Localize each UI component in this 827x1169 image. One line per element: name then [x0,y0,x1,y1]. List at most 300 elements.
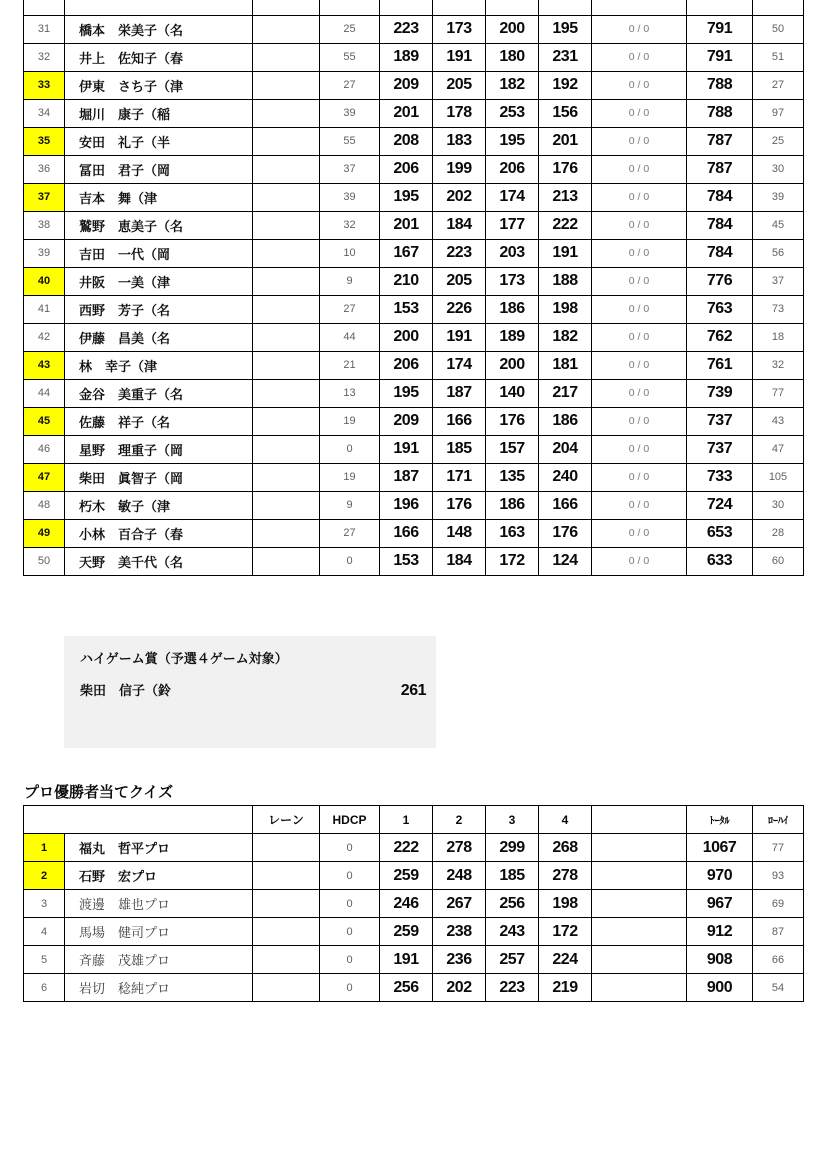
table-row [24,127,804,155]
game4-cell: 224 [539,946,592,974]
game1-cell: 189 [380,43,433,71]
player-name-cell: 西野 芳子（名 [65,295,253,323]
total-cell: 633 [687,547,753,575]
game3-cell: 206 [486,155,539,183]
total-cell: 737 [687,407,753,435]
rank-cell: 2 [24,862,65,890]
game4-cell: 192 [539,71,592,99]
table-row [24,862,804,890]
game2-cell: 223 [433,239,486,267]
lane-cell [253,519,320,547]
game2-cell: 226 [433,295,486,323]
rank-cell: 36 [24,155,65,183]
lowhigh-cell: 43 [753,407,804,435]
rank-cell: 1 [24,834,65,862]
pro-quiz-table [23,805,804,1002]
game2-cell: 248 [433,862,486,890]
game3-cell: 180 [486,43,539,71]
player-name-cell: 金谷 美重子（名 [65,379,253,407]
cutoff-cell [486,0,539,15]
cutoff-cell [687,0,753,15]
highgame-winner-name: 柴田 信子（鈴 [80,683,172,698]
lowhigh-cell: 18 [753,323,804,351]
header-lane-cell: レーン [253,806,320,834]
strike-spare-cell: 0 / 0 [592,211,687,239]
game4-cell: 278 [539,862,592,890]
game4-cell: 198 [539,295,592,323]
table-row [24,71,804,99]
total-cell: 787 [687,127,753,155]
game1-cell: 167 [380,239,433,267]
total-cell: 761 [687,351,753,379]
rank-cell: 4 [24,918,65,946]
game2-cell: 184 [433,211,486,239]
hdcp-cell: 0 [320,862,380,890]
game4-cell: 217 [539,379,592,407]
game2-cell: 184 [433,547,486,575]
game1-cell: 210 [380,267,433,295]
strike-spare-cell: 0 / 0 [592,127,687,155]
game4-cell: 219 [539,974,592,1002]
highgame-award-title: ハイゲーム賞（予選４ゲーム対象） [80,651,288,666]
pro-quiz-table-body [24,806,804,1002]
strike-spare-cell: 0 / 0 [592,15,687,43]
rank-cell: 5 [24,946,65,974]
rank-cell: 41 [24,295,65,323]
game2-cell: 171 [433,463,486,491]
player-name-cell: 林 幸子（津 [65,351,253,379]
game3-cell: 185 [486,862,539,890]
hdcp-cell: 27 [320,71,380,99]
game1-cell: 153 [380,295,433,323]
rank-cell: 42 [24,323,65,351]
game2-cell: 178 [433,99,486,127]
game2-cell: 148 [433,519,486,547]
strike-spare-cell: 0 / 0 [592,379,687,407]
header-lowhigh-cell: ﾛｰﾊｲ [753,806,804,834]
strike-spare-cell [592,890,687,918]
game3-cell: 253 [486,99,539,127]
highgame-winner-score: 261 [400,682,426,699]
game2-cell: 238 [433,918,486,946]
game1-cell: 195 [380,379,433,407]
hdcp-cell: 37 [320,155,380,183]
lowhigh-cell: 105 [753,463,804,491]
game3-cell: 177 [486,211,539,239]
hdcp-cell: 25 [320,15,380,43]
game1-cell: 166 [380,519,433,547]
rank-cell: 40 [24,267,65,295]
hdcp-cell: 9 [320,267,380,295]
strike-spare-cell [592,946,687,974]
standings-table-body [24,0,804,575]
lane-cell [253,379,320,407]
game1-cell: 191 [380,946,433,974]
total-cell: 784 [687,239,753,267]
table-row [24,918,804,946]
game4-cell: 176 [539,519,592,547]
hdcp-cell: 19 [320,463,380,491]
cutoff-cell [592,0,687,15]
cutoff-cell [433,0,486,15]
player-name-cell: 斉藤 茂雄プロ [65,946,253,974]
game3-cell: 200 [486,351,539,379]
game2-cell: 191 [433,43,486,71]
total-cell: 739 [687,379,753,407]
table-row [24,379,804,407]
game4-cell: 198 [539,890,592,918]
table-row [24,351,804,379]
strike-spare-cell [592,974,687,1002]
game2-cell: 205 [433,71,486,99]
rank-cell: 47 [24,463,65,491]
lowhigh-cell: 73 [753,295,804,323]
lowhigh-cell: 69 [753,890,804,918]
player-name-cell: 柴田 眞智子（岡 [65,463,253,491]
player-name-cell: 吉田 一代（岡 [65,239,253,267]
strike-spare-cell: 0 / 0 [592,183,687,211]
lane-cell [253,435,320,463]
hdcp-cell: 55 [320,43,380,71]
lowhigh-cell: 30 [753,155,804,183]
lane-cell [253,127,320,155]
table-row [24,974,804,1002]
game1-cell: 209 [380,407,433,435]
rank-cell: 48 [24,491,65,519]
table-row [24,183,804,211]
game3-cell: 257 [486,946,539,974]
game3-cell: 256 [486,890,539,918]
game4-cell: 222 [539,211,592,239]
game3-cell: 182 [486,71,539,99]
lane-cell [253,239,320,267]
game1-cell: 195 [380,183,433,211]
lowhigh-cell: 28 [753,519,804,547]
table-row [24,323,804,351]
game2-cell: 174 [433,351,486,379]
player-name-cell: 井上 佐知子（春 [65,43,253,71]
strike-spare-cell [592,918,687,946]
rank-cell: 31 [24,15,65,43]
rank-cell: 34 [24,99,65,127]
cutoff-cell [24,0,65,15]
table-row [24,547,804,575]
game3-cell: 200 [486,15,539,43]
game3-cell: 176 [486,407,539,435]
table-row [24,407,804,435]
hdcp-cell: 0 [320,946,380,974]
hdcp-cell: 0 [320,834,380,862]
lane-cell [253,862,320,890]
game1-cell: 256 [380,974,433,1002]
hdcp-cell: 0 [320,918,380,946]
game4-cell: 176 [539,155,592,183]
game3-cell: 135 [486,463,539,491]
header-blank-cell [592,806,687,834]
game1-cell: 206 [380,155,433,183]
game3-cell: 189 [486,323,539,351]
rank-cell: 33 [24,71,65,99]
total-cell: 788 [687,99,753,127]
lowhigh-cell: 39 [753,183,804,211]
game2-cell: 202 [433,974,486,1002]
rank-cell: 39 [24,239,65,267]
pro-table-header-row [24,806,804,834]
lane-cell [253,547,320,575]
lowhigh-cell: 32 [753,351,804,379]
game3-cell: 186 [486,295,539,323]
table-row [24,267,804,295]
game2-cell: 187 [433,379,486,407]
strike-spare-cell: 0 / 0 [592,547,687,575]
rank-cell: 45 [24,407,65,435]
game1-cell: 191 [380,435,433,463]
total-cell: 784 [687,211,753,239]
header-name-cell [24,806,253,834]
lane-cell [253,295,320,323]
total-cell: 776 [687,267,753,295]
game3-cell: 173 [486,267,539,295]
lane-cell [253,71,320,99]
strike-spare-cell: 0 / 0 [592,99,687,127]
total-cell: 762 [687,323,753,351]
cutoff-cell [539,0,592,15]
game4-cell: 156 [539,99,592,127]
rank-cell: 3 [24,890,65,918]
total-cell: 787 [687,155,753,183]
game3-cell: 163 [486,519,539,547]
game1-cell: 153 [380,547,433,575]
table-row [24,491,804,519]
game4-cell: 166 [539,491,592,519]
lowhigh-cell: 51 [753,43,804,71]
game4-cell: 186 [539,407,592,435]
table-row [24,890,804,918]
game3-cell: 203 [486,239,539,267]
player-name-cell: 伊東 さち子（津 [65,71,253,99]
game2-cell: 267 [433,890,486,918]
hdcp-cell: 32 [320,211,380,239]
game3-cell: 299 [486,834,539,862]
game1-cell: 259 [380,862,433,890]
strike-spare-cell [592,862,687,890]
strike-spare-cell [592,834,687,862]
rank-cell: 49 [24,519,65,547]
strike-spare-cell: 0 / 0 [592,323,687,351]
game3-cell: 223 [486,974,539,1002]
game1-cell: 201 [380,99,433,127]
strike-spare-cell: 0 / 0 [592,43,687,71]
rank-cell: 38 [24,211,65,239]
lowhigh-cell: 50 [753,15,804,43]
game3-cell: 157 [486,435,539,463]
total-cell: 912 [687,918,753,946]
lane-cell [253,918,320,946]
total-cell: 784 [687,183,753,211]
table-row [24,946,804,974]
game4-cell: 240 [539,463,592,491]
header-game2-cell: 2 [433,806,486,834]
header-game4-cell: 4 [539,806,592,834]
hdcp-cell: 0 [320,890,380,918]
lane-cell [253,183,320,211]
total-cell: 733 [687,463,753,491]
strike-spare-cell: 0 / 0 [592,239,687,267]
game2-cell: 183 [433,127,486,155]
game3-cell: 174 [486,183,539,211]
lowhigh-cell: 47 [753,435,804,463]
game4-cell: 201 [539,127,592,155]
total-cell: 791 [687,43,753,71]
game1-cell: 196 [380,491,433,519]
game4-cell: 268 [539,834,592,862]
game4-cell: 191 [539,239,592,267]
lowhigh-cell: 66 [753,946,804,974]
strike-spare-cell: 0 / 0 [592,155,687,183]
rank-cell: 44 [24,379,65,407]
game4-cell: 182 [539,323,592,351]
highgame-award-box [64,636,436,748]
lane-cell [253,834,320,862]
strike-spare-cell: 0 / 0 [592,267,687,295]
game2-cell: 176 [433,491,486,519]
strike-spare-cell: 0 / 0 [592,71,687,99]
header-hdcp-cell: HDCP [320,806,380,834]
hdcp-cell: 10 [320,239,380,267]
rank-cell: 32 [24,43,65,71]
lowhigh-cell: 77 [753,379,804,407]
player-name-cell: 堀川 康子（稲 [65,99,253,127]
game1-cell: 259 [380,918,433,946]
hdcp-cell: 21 [320,351,380,379]
header-total-cell: ﾄｰﾀﾙ [687,806,753,834]
player-name-cell: 岩切 稔純プロ [65,974,253,1002]
total-cell: 900 [687,974,753,1002]
game2-cell: 191 [433,323,486,351]
game3-cell: 186 [486,491,539,519]
strike-spare-cell: 0 / 0 [592,463,687,491]
game4-cell: 181 [539,351,592,379]
table-row [24,239,804,267]
lane-cell [253,43,320,71]
player-name-cell: 天野 美千代（名 [65,547,253,575]
lowhigh-cell: 27 [753,71,804,99]
total-cell: 737 [687,435,753,463]
game3-cell: 195 [486,127,539,155]
lowhigh-cell: 97 [753,99,804,127]
total-cell: 970 [687,862,753,890]
hdcp-cell: 27 [320,295,380,323]
player-name-cell: 石野 宏プロ [65,862,253,890]
rank-cell: 35 [24,127,65,155]
game3-cell: 140 [486,379,539,407]
lane-cell [253,155,320,183]
player-name-cell: 鷲野 恵美子（名 [65,211,253,239]
total-cell: 763 [687,295,753,323]
player-name-cell: 佐藤 祥子（名 [65,407,253,435]
lane-cell [253,99,320,127]
rank-cell: 50 [24,547,65,575]
standings-table [23,0,804,576]
game1-cell: 222 [380,834,433,862]
lowhigh-cell: 45 [753,211,804,239]
lowhigh-cell: 37 [753,267,804,295]
highgame-award-winner-row [80,680,426,700]
player-name-cell: 吉本 舞（津 [65,183,253,211]
lane-cell [253,890,320,918]
cutoff-cell [65,0,253,15]
hdcp-cell: 39 [320,183,380,211]
strike-spare-cell: 0 / 0 [592,519,687,547]
lowhigh-cell: 30 [753,491,804,519]
table-row [24,519,804,547]
game1-cell: 246 [380,890,433,918]
player-name-cell: 星野 理重子（岡 [65,435,253,463]
lane-cell [253,211,320,239]
table-row [24,834,804,862]
rank-cell: 6 [24,974,65,1002]
pro-quiz-title: プロ優勝者当てクイズ [24,784,174,801]
game2-cell: 202 [433,183,486,211]
game2-cell: 236 [433,946,486,974]
strike-spare-cell: 0 / 0 [592,407,687,435]
game1-cell: 187 [380,463,433,491]
table-row [24,99,804,127]
game1-cell: 201 [380,211,433,239]
rank-cell: 46 [24,435,65,463]
lane-cell [253,974,320,1002]
lowhigh-cell: 56 [753,239,804,267]
game4-cell: 188 [539,267,592,295]
game4-cell: 195 [539,15,592,43]
table-row [24,15,804,43]
hdcp-cell: 39 [320,99,380,127]
game2-cell: 205 [433,267,486,295]
strike-spare-cell: 0 / 0 [592,491,687,519]
rank-cell: 43 [24,351,65,379]
total-cell: 908 [687,946,753,974]
game1-cell: 208 [380,127,433,155]
player-name-cell: 福丸 哲平プロ [65,834,253,862]
header-game1-cell: 1 [380,806,433,834]
lowhigh-cell: 25 [753,127,804,155]
total-cell: 1067 [687,834,753,862]
table-row [24,463,804,491]
total-cell: 653 [687,519,753,547]
player-name-cell: 冨田 君子（岡 [65,155,253,183]
game4-cell: 204 [539,435,592,463]
table-row [24,155,804,183]
rank-cell: 37 [24,183,65,211]
header-game3-cell: 3 [486,806,539,834]
cutoff-cell [753,0,804,15]
game4-cell: 124 [539,547,592,575]
game4-cell: 172 [539,918,592,946]
cutoff-cell [253,0,320,15]
game1-cell: 200 [380,323,433,351]
hdcp-cell: 19 [320,407,380,435]
hdcp-cell: 9 [320,491,380,519]
game2-cell: 173 [433,15,486,43]
game2-cell: 166 [433,407,486,435]
cutoff-cell [320,0,380,15]
hdcp-cell: 0 [320,974,380,1002]
hdcp-cell: 0 [320,547,380,575]
lane-cell [253,946,320,974]
hdcp-cell: 0 [320,435,380,463]
game4-cell: 213 [539,183,592,211]
cutoff-cell [380,0,433,15]
